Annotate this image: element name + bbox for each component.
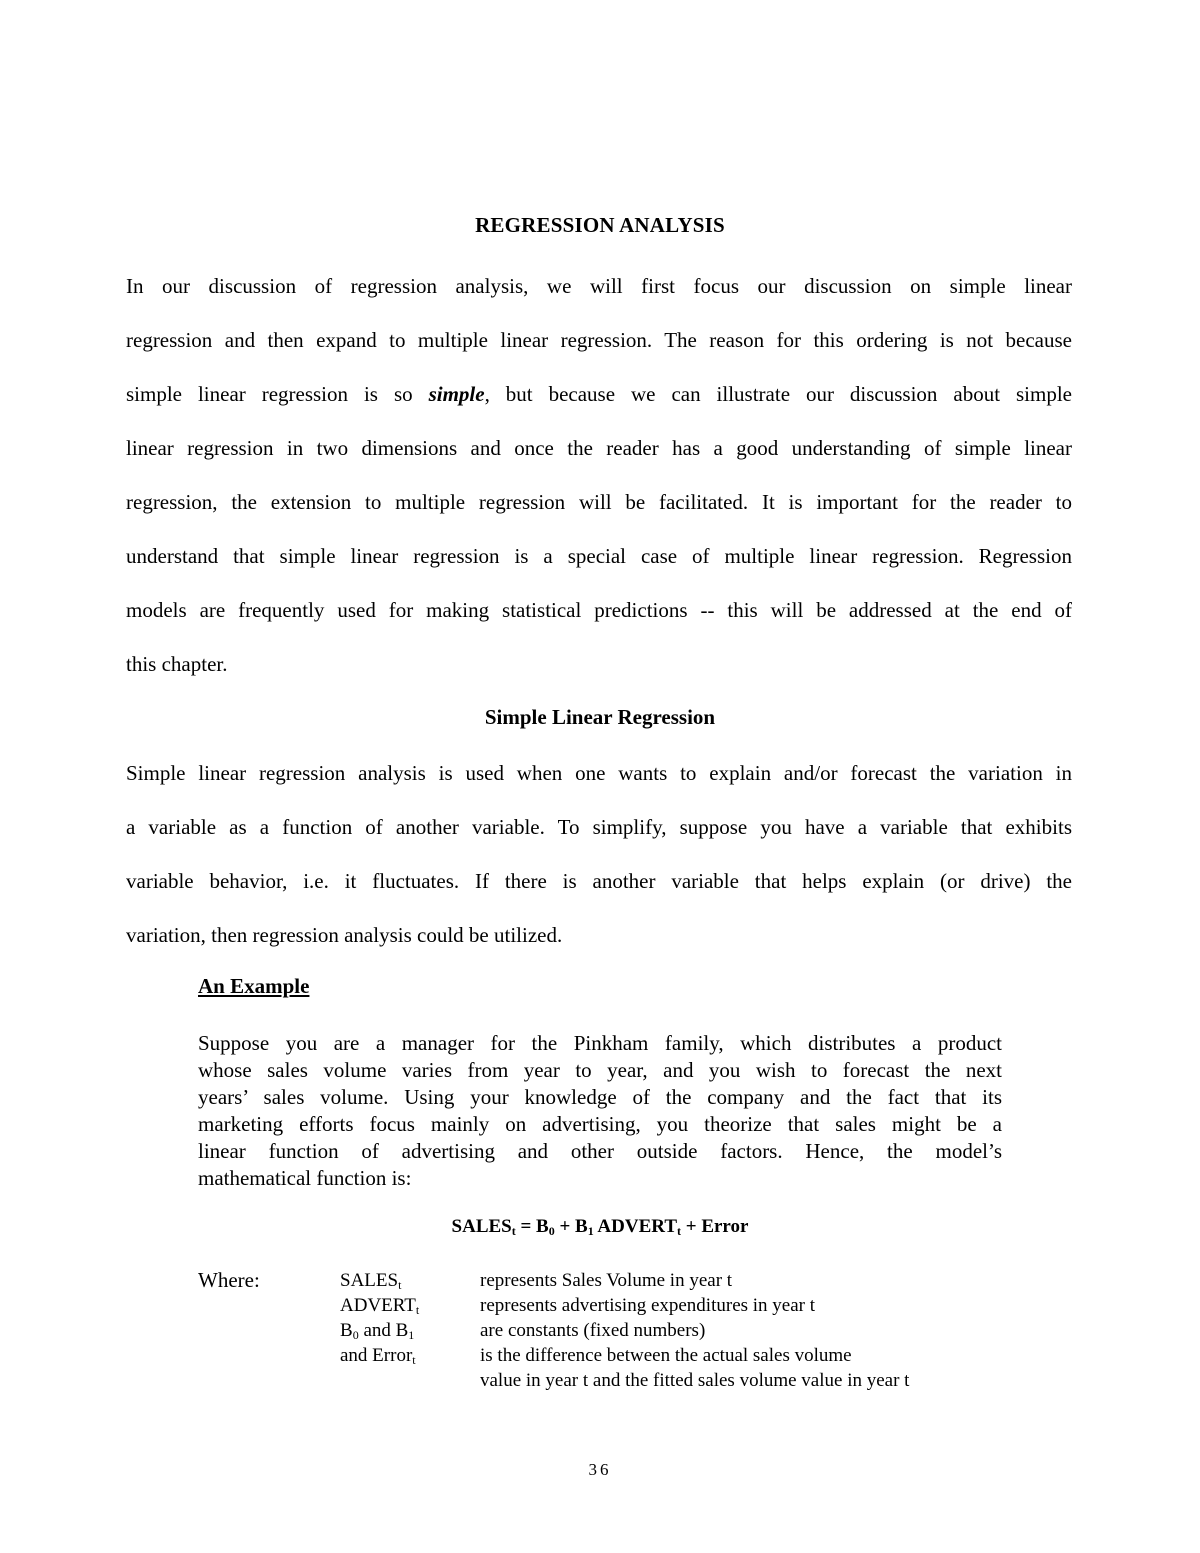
term-text: and Error [340,1345,413,1366]
section-paragraph [126,746,1072,962]
term-text: B [340,1320,353,1341]
eq-sub: 0 [548,1224,555,1238]
emphasis-simple: simple [428,382,485,406]
intro-line-with-emphasis [126,367,1072,421]
where-term [340,1295,419,1318]
intro-text: simple linear regression is so [126,382,413,406]
intro-line: models are frequently used for making statistical predictions -- this will be addressed at the end of [126,598,1072,622]
eq-advert: ADVERT [593,1216,677,1237]
term-text: SALES [340,1270,399,1291]
term-text: ADVERT [340,1295,416,1316]
example-line: marketing efforts focus mainly on advertising, you theorize that sales might be a [198,1112,1002,1136]
intro-line: regression, the extension to multiple regression will be facilitated. It is important for the reader to [126,490,1072,514]
term-text: and B [358,1320,409,1341]
intro-paragraph [126,259,1072,691]
intro-line: linear regression in two dimensions and once the reader has a good understanding of simple linear [126,436,1072,460]
example-line: linear function of advertising and other outside factors. Hence, the model’s [198,1139,1002,1163]
where-term [340,1320,414,1343]
where-definition: represents advertising expenditures in year t [480,1295,816,1316]
eq-text: + B [554,1216,588,1237]
example-heading: An Example [198,974,310,998]
example-line: mathematical function is: [198,1166,412,1190]
intro-line: regression and then expand to multiple linear regression. The reason for this ordering is not because [126,328,1072,352]
intro-text: , but because we can illustrate our discussion about simple [484,382,1073,406]
where-definition: represents Sales Volume in year t [480,1270,733,1291]
term-sub: t [398,1278,402,1292]
eq-text: = B [515,1216,549,1237]
intro-line: In our discussion of regression analysis, we will first focus our discussion on simple linear [126,274,1072,298]
example-line: Suppose you are a manager for the Pinkham family, which distributes a product [198,1031,1002,1055]
term-sub: 0 [352,1328,359,1342]
where-row [198,1295,998,1320]
term-sub: t [415,1303,420,1317]
where-definition: is the difference between the actual sales volume [480,1345,852,1366]
where-row [198,1370,998,1395]
section-line: variation, then regression analysis could be utilized. [126,923,563,947]
eq-sub: t [511,1224,516,1238]
term-sub: 1 [408,1328,415,1342]
where-term [340,1345,416,1368]
eq-sales: SALES [451,1216,512,1237]
where-label: Where: [198,1268,260,1292]
term-sub: t [412,1353,416,1367]
where-row [198,1320,998,1345]
eq-text: + Error [681,1216,749,1237]
where-definition: are constants (fixed numbers) [480,1320,706,1341]
section-line: a variable as a function of another variable. To simplify, suppose you have a variable that exhibits [126,815,1072,839]
example-line: whose sales volume varies from year to year, and you wish to forecast the next [198,1058,1002,1082]
example-line: years’ sales volume. Using your knowledge of the company and the fact that its [198,1085,1002,1109]
page-number: 36 [588,1460,612,1479]
section-line: variable behavior, i.e. it fluctuates. If there is another variable that helps explain (or drive) the [126,869,1072,893]
intro-line: this chapter. [126,652,228,676]
where-row [198,1270,998,1295]
where-definition: value in year t and the fitted sales volume value in year t [480,1370,910,1391]
document-title: REGRESSION ANALYSIS [475,213,725,237]
section-heading: Simple Linear Regression [484,705,716,729]
eq-sub: 1 [587,1224,594,1238]
example-paragraph [198,1030,1002,1192]
regression-equation [0,1216,1200,1239]
eq-sub: t [677,1224,681,1238]
where-row [198,1345,998,1370]
where-term [340,1270,401,1293]
intro-line: understand that simple linear regression is a special case of multiple linear regression. Regression [126,544,1072,568]
section-line: Simple linear regression analysis is used when one wants to explain and/or forecast the variation in [126,761,1072,785]
